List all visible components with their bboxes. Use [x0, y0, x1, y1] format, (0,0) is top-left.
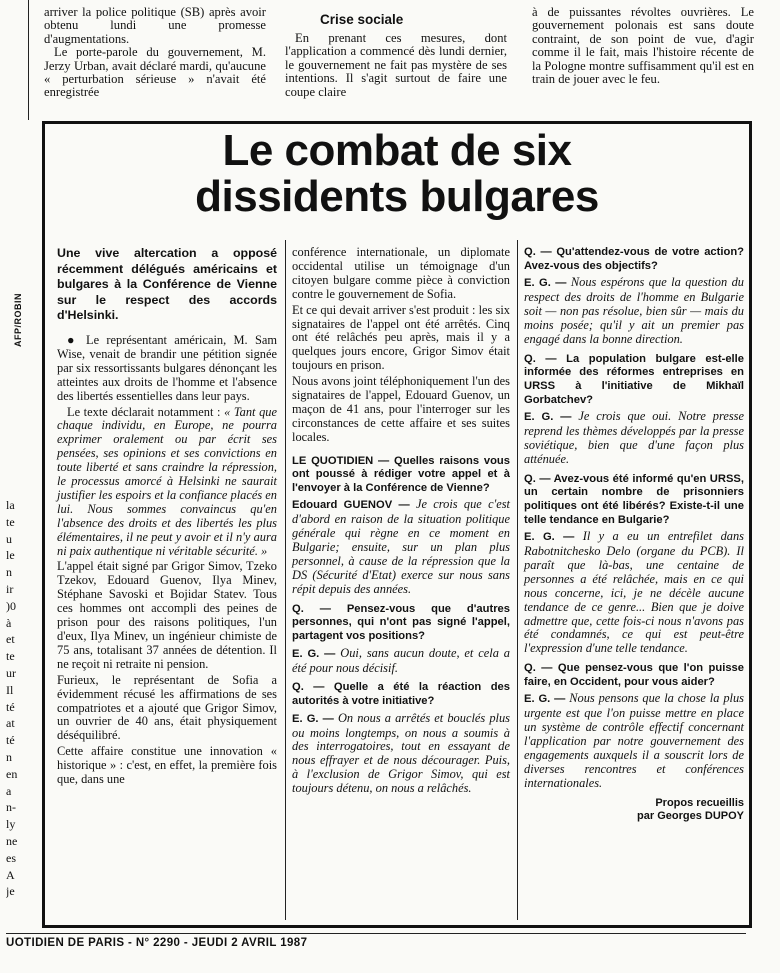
page-footer: UOTIDIEN DE PARIS - N° 2290 - JEUDI 2 AVRIL 1987: [6, 937, 308, 949]
speaker: E. G. —: [524, 411, 572, 424]
interview-answer: [524, 276, 744, 347]
photo-credit: AFP/ROBIN: [13, 293, 23, 347]
prev-article-col1-text: arriver la police politique (SB) après avoir obtenu lundi une promesse d'augmentations.: [44, 5, 266, 46]
prev-article-col2-text: En prenant ces mesures, dont l'application a commencé dès lundi dernier, le gouvernement ne fait pas mystère de ses intentions. Il s'agit surtout de faire une coupe claire: [285, 31, 507, 99]
margin-fragment: at: [6, 716, 15, 731]
title-line-1: Le combat de six: [222, 126, 572, 175]
paragraph: Furieux, le représentant de Sofia a évidemment récusé les affirmations de ses compatriotes et a ajouté que Grigor Simov, un ouvrier de 40 ans, était physiquement déséquilibré.: [57, 672, 277, 743]
margin-fragment: u: [6, 531, 12, 546]
prev-article-col3-text: à de puissantes révoltes ouvrières. Le gouvernement polonais est sans doute contraint, de son point de vue, d'agir comme il le fait, mais l'histoire récente de la Pologne montre suffisamment qu'il est en train de jouer avec le feu.: [532, 5, 754, 87]
margin-fragment: ir: [6, 582, 14, 596]
margin-fragment: n-: [6, 800, 16, 815]
interview-answer: [292, 647, 510, 676]
article-title: [44, 128, 750, 220]
byline-line-1: Propos recueillis: [655, 796, 744, 809]
interview-question: Q. — Qu'attendez-vous de votre action? Avez-vous des objectifs?: [524, 246, 744, 272]
margin-fragment: ur: [6, 666, 16, 680]
title-line-2: dissidents bulgares: [195, 172, 599, 221]
margin-fragment: n: [6, 750, 12, 764]
paragraph: L'appel était signé par Grigor Simov, Tzeko Tzekov, Edouard Guenov, Ilya Minev, Stéphane Savoski et Bojidar Statev. Tous ces hommes ont accompli des peines de prison pour des raisons politiques, l'un d'eux, Ilya Minev, un ingénieur chimiste de 75 ans, totalisant 37 années de détention. Il ne reçoit ni retraite ni pension.: [57, 559, 277, 671]
petition-quote: « Tant que chaque individu, en Europe, ne pourra exprimer oralement ou par écrit ses pensées, ses opinions et ses convictions en toute liberté et sans craindre la répression, le processus amorcé à Helsinki ne saurait justifier les espoirs et la confiance placés en lui. Nous sommes convaincus qu'en l'absence des droits et des libertés les plus élémentaires, il ne peut y avoir et il n'y aura ni paix authentique ni véritable sécurité. »: [57, 404, 278, 558]
margin-fragment: le: [6, 548, 15, 563]
answer-text: Nous espérons que la question du respect des droits de l'homme en Bulgarie soit — non pas résolue, bien sûr — mais du moins posée; qu'il y ait un premier pas engagé dans la bonne direction.: [524, 275, 744, 346]
interview-answer: [524, 692, 744, 790]
interview-question: Q. — Que pensez-vous que l'on puisse faire, en Occident, pour vous aider?: [524, 662, 744, 688]
column-rule-1: [285, 240, 286, 920]
margin-fragment: A: [6, 867, 15, 882]
speaker: E. G. —: [292, 647, 336, 660]
paragraph: ● Le représentant américain, M. Sam Wise, venait de brandir une pétition signée par six ressortissants bulgares dénonçant les atteintes aux droits de l'homme et l'absence des libertés essentielles dans leur pays.: [57, 332, 277, 403]
paragraph: Nous avons joint téléphoniquement l'un des signataires de l'appel, Edouard Guenov, un maçon de 41 ans, pour l'interroger sur les circonstances de cette affaire et ses suites locales.: [292, 374, 510, 444]
margin-fragment: ne: [6, 834, 18, 848]
interview-question: Q. — La population bulgare est-elle informée des réformes entreprises en URSS à l'initiative de Mikhaïl Gorbatchev?: [524, 352, 744, 406]
answer-text: Je crois que oui. Notre presse reprend les thèmes développés par la presse soviétique, bien que d'une façon plus atténuée.: [524, 409, 744, 466]
interview-question: Q. — Quelle a été la réaction des autorités à votre initiative?: [292, 681, 510, 707]
speaker: E. G. —: [524, 693, 566, 706]
answer-text: Je crois que c'est d'abord en raison de la situation politique générale qui règne en ce moment en Bulgarie; ensuite, sur un plan plus personnel, à cause de la répression que la DS (Sécurité d'Etat) exerce sur nous sans répit depuis des années.: [292, 497, 511, 596]
footer-rule: [6, 933, 746, 934]
interview-question: Q. — Avez-vous été informé qu'en URSS, un certain nombre de prisonniers politiques ont été libérés? Existe-t-il une telle tendance en Bulgarie?: [524, 472, 744, 526]
margin-fragment: la: [6, 498, 15, 512]
speaker: E. G. —: [524, 277, 567, 290]
margin-fragment: ly: [6, 817, 16, 832]
margin-rule: [28, 0, 29, 120]
speaker: E. G. —: [292, 712, 334, 725]
speaker: Edouard GUENOV —: [292, 499, 410, 512]
interview-answer: [524, 410, 744, 467]
margin-fragment: a: [6, 783, 12, 798]
margin-fragment: Il: [6, 682, 14, 697]
margin-fragment: à: [6, 615, 12, 630]
margin-fragment: n: [6, 565, 12, 580]
article-column-3: [524, 246, 744, 823]
interview-answer: [292, 712, 510, 796]
margin-fragment: te: [6, 514, 15, 529]
margin-fragment: es: [6, 850, 16, 865]
paragraph: Cette affaire constitue une innovation « historique » : c'est, en effet, la première fois que, dans une: [57, 744, 277, 787]
byline: [524, 797, 744, 823]
margin-fragment: en: [6, 766, 18, 781]
prev-article-col3: [532, 6, 754, 86]
margin-fragment: té: [6, 699, 15, 714]
answer-text: Il y a eu un entrefilet dans Rabotnitchesko Delo (organe du PCB). Il paraît que là-bas, une centaine de personnes a été relâchée, mais en ce qui nous concerne, ici, je ne décèle aucune tendance de ce genre... Bien que je doive admettre que, cette fois-ci nous n'avons pas été condamnés, ce qui est peut-être l'expression d'une telle tendance.: [524, 529, 744, 656]
article-column-2: [292, 246, 510, 802]
prev-article-col2: [285, 32, 507, 99]
paragraph: Et ce qui devait arriver s'est produit : les six signataires de l'appel ont été arrêtés. Cinq ont été relâchés peu après, mais il y a quelques jours encore, Grigor Simov était toujours en prison.: [292, 302, 510, 373]
speaker: E. G. —: [524, 531, 575, 544]
article-column-1: [57, 246, 277, 789]
article-lead: Une vive altercation a opposé récemment délégués américains et bulgares à la Conférence de Vienne sur le respect des accords d'Helsinki.: [57, 246, 277, 323]
answer-text: On nous a arrêtés et bouclés plus ou moins longtemps, on nous a soumis à des interrogatoires, tout en essayant de nous effrayer et de nous décourager. Puis, à l'exclusion de Grigor Simov, qui est toujours détenu, on nous a relâchés.: [292, 710, 510, 796]
margin-fragment: )0: [6, 598, 16, 613]
margin-fragment: te: [6, 649, 15, 664]
paragraph: conférence internationale, un diplomate occidental utilise un témoignage d'un citoyen bulgare comme pièce à conviction contre le gouvernement de Sofia.: [292, 245, 510, 301]
interview-answer: [524, 530, 744, 656]
prev-article-col1: [44, 6, 266, 100]
paragraph-intro: Le texte déclarait notamment :: [67, 404, 221, 419]
prev-article-subheading: Crise sociale: [320, 12, 404, 27]
margin-fragment: et: [6, 632, 15, 647]
interview-question: Q. — Pensez-vous que d'autres personnes, qui n'ont pas signé l'appel, partagent vos positions?: [292, 602, 510, 642]
byline-line-2: par Georges DUPOY: [637, 809, 744, 822]
interview-answer: [292, 498, 510, 596]
margin-fragment: je: [6, 884, 15, 899]
margin-fragment: té: [6, 733, 15, 748]
answer-text: Oui, sans aucun doute, et cela a été pour nous décisif.: [292, 645, 510, 675]
paragraph: [57, 406, 277, 559]
prev-article-col1-text: Le porte-parole du gouvernement, M. Jerzy Urban, avait déclaré mardi, qu'aucune « perturbation sérieuse » n'avait été enregistrée: [44, 45, 266, 100]
answer-text: Nous pensons que la chose la plus urgente est que l'on puisse mettre en place un système de contrôle effectif concernant l'application par notre gouvernement des engagements auxquels il a souscrit lors de diverses rencontres et conférences internationales.: [524, 691, 744, 790]
column-rule-2: [517, 240, 518, 920]
interview-question: LE QUOTIDIEN — Quelles raisons vous ont poussé à rédiger votre appel et à l'envoyer à la Conférence de Vienne?: [292, 454, 510, 494]
